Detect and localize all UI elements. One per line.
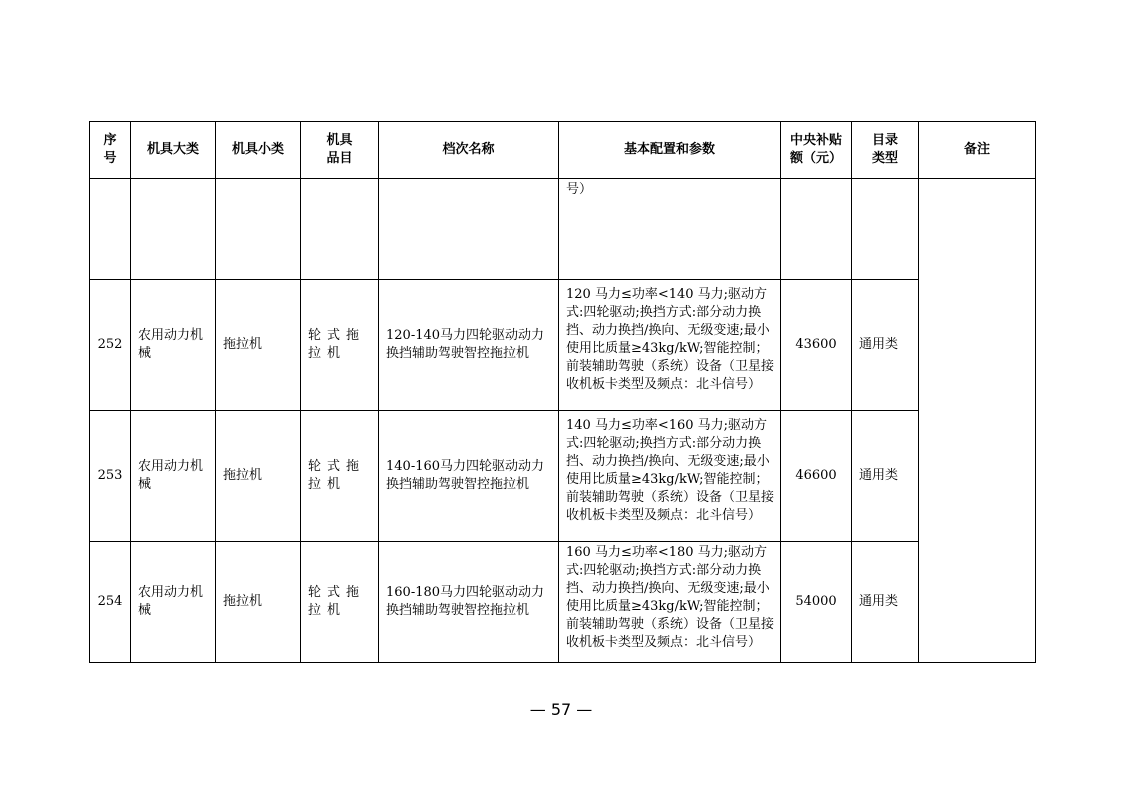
header-subsidy: 中央补贴额（元） (781, 122, 852, 179)
table-row (90, 542, 1036, 663)
subsidy-table (89, 121, 1036, 663)
row-grade: 140-160马力四轮驱动动力换挡辅助驾驶智控拖拉机 (379, 411, 559, 542)
row-seq: 254 (90, 542, 131, 663)
row-catalog-type: 通用类 (852, 280, 919, 411)
config-continuation: 号） (559, 179, 781, 280)
row-config: 140 马力≤功率<160 马力;驱动方式:四轮驱动;换挡方式:部分动力换挡、动力换挡/换向、无级变速;最小使用比质量≥43kg/kW;智能控制；前装辅助驾驶（系统）设备（卫星接收机板卡类型及频点：北斗信号） (559, 411, 781, 542)
header-seq: 序号 (90, 122, 131, 179)
header-config: 基本配置和参数 (559, 122, 781, 179)
note-cell (919, 179, 1036, 663)
header-category: 机具大类 (131, 122, 216, 179)
header-grade: 档次名称 (379, 122, 559, 179)
table-row (90, 280, 1036, 411)
page-number: — 57 — (529, 700, 593, 719)
row-config: 160 马力≤功率<180 马力;驱动方式:四轮驱动;换挡方式:部分动力换挡、动力换挡/换向、无级变速;最小使用比质量≥43kg/kW;智能控制；前装辅助驾驶（系统）设备（卫星接收机板卡类型及频点：北斗信号） (559, 542, 781, 663)
row-subsidy: 54000 (781, 542, 852, 663)
row-subsidy: 46600 (781, 411, 852, 542)
row-seq: 252 (90, 280, 131, 411)
row-subcategory: 拖拉机 (216, 411, 301, 542)
row-catalog-type: 通用类 (852, 542, 919, 663)
row-category: 农用动力机械 (131, 542, 216, 663)
row-grade: 120-140马力四轮驱动动力换挡辅助驾驶智控拖拉机 (379, 280, 559, 411)
row-subcategory: 拖拉机 (216, 280, 301, 411)
table-row (90, 411, 1036, 542)
header-note: 备注 (919, 122, 1036, 179)
row-subsidy: 43600 (781, 280, 852, 411)
header-subcategory: 机具小类 (216, 122, 301, 179)
row-item: 轮式拖拉机 (301, 280, 379, 411)
row-seq: 253 (90, 411, 131, 542)
table-header-row (90, 122, 1036, 179)
row-category: 农用动力机械 (131, 280, 216, 411)
header-item: 机具品目 (301, 122, 379, 179)
row-config: 120 马力≤功率<140 马力;驱动方式:四轮驱动;换挡方式:部分动力换挡、动力换挡/换向、无级变速;最小使用比质量≥43kg/kW;智能控制；前装辅助驾驶（系统）设备（卫星接收机板卡类型及频点：北斗信号） (559, 280, 781, 411)
continuation-row (90, 179, 1036, 280)
row-grade: 160-180马力四轮驱动动力换挡辅助驾驶智控拖拉机 (379, 542, 559, 663)
header-catalog-type: 目录类型 (852, 122, 919, 179)
row-item: 轮式拖拉机 (301, 411, 379, 542)
row-subcategory: 拖拉机 (216, 542, 301, 663)
row-item: 轮式拖拉机 (301, 542, 379, 663)
row-category: 农用动力机械 (131, 411, 216, 542)
row-catalog-type: 通用类 (852, 411, 919, 542)
